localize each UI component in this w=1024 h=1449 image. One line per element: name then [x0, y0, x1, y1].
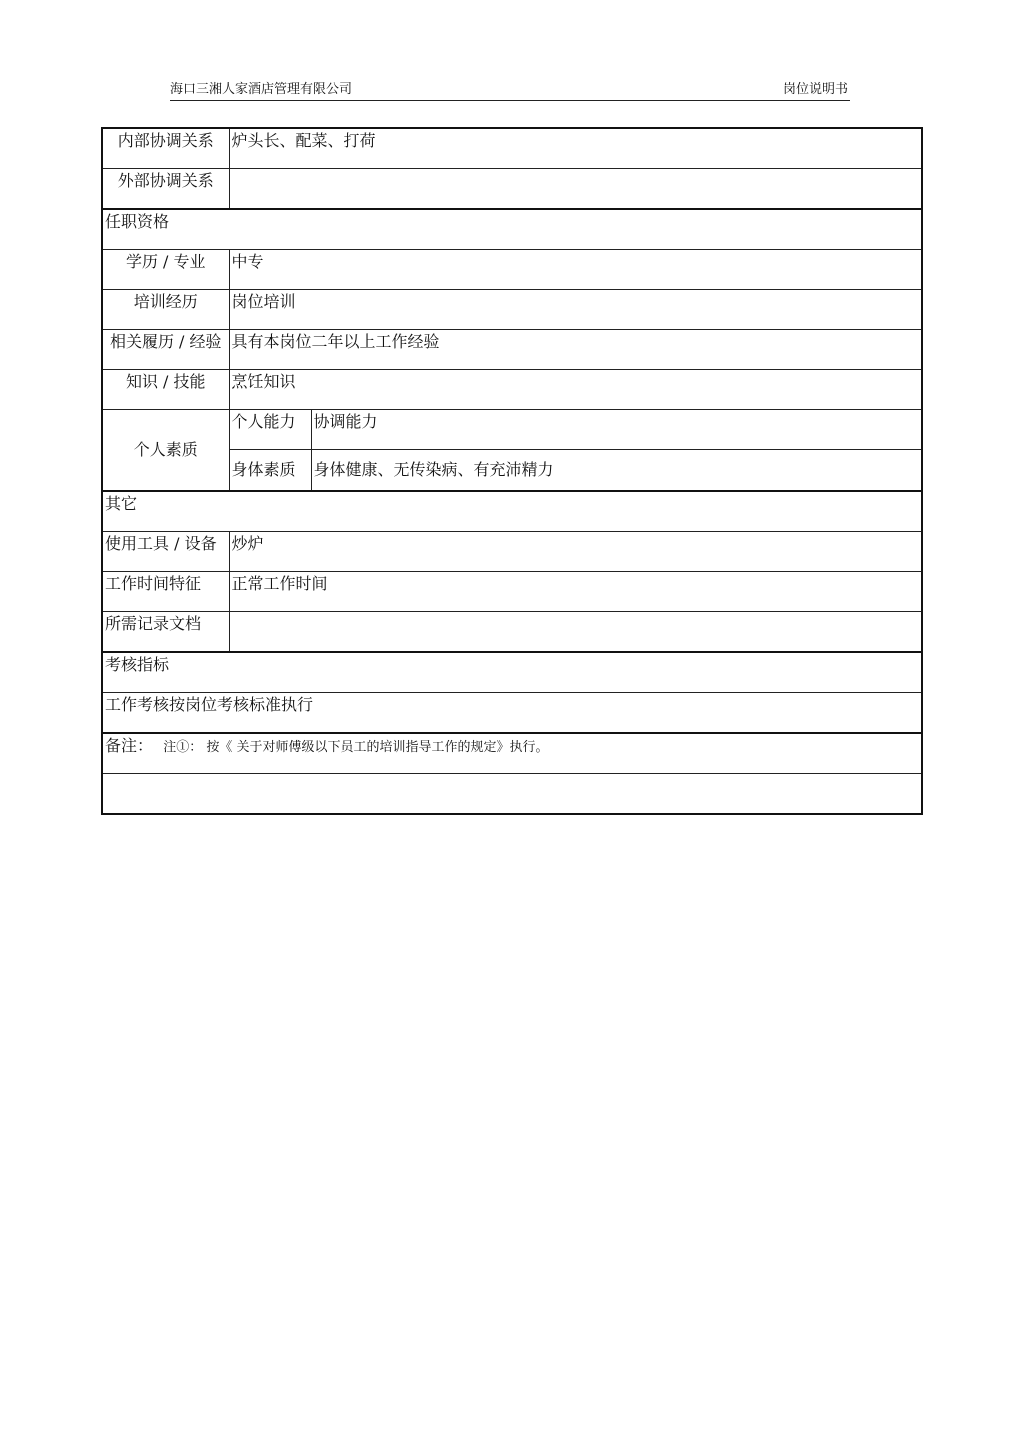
tools-row	[102, 532, 922, 572]
assessment-section-title: 考核指标	[102, 652, 922, 693]
ability-value: 协调能力	[311, 410, 922, 450]
empty-row	[102, 774, 922, 815]
education-label: 学历 / 专业	[102, 250, 229, 290]
experience-row	[102, 330, 922, 370]
company-name: 海口三湘人家酒店管理有限公司	[170, 82, 353, 97]
experience-value: 具有本岗位二年以上工作经验	[229, 330, 922, 370]
tools-value: 炒炉	[229, 532, 922, 572]
education-value: 中专	[229, 250, 922, 290]
qualifications-section-row	[102, 209, 922, 250]
external-coordination-row	[102, 169, 922, 210]
external-coordination-label: 外部协调关系	[102, 169, 229, 210]
internal-coordination-row	[102, 128, 922, 169]
records-label: 所需记录文档	[102, 612, 229, 653]
hours-row	[102, 572, 922, 612]
physical-value: 身体健康、无传染病、有充沛精力	[311, 450, 922, 492]
records-row	[102, 612, 922, 653]
training-row	[102, 290, 922, 330]
page-header	[170, 80, 850, 101]
personal-quality-label: 个人素质	[102, 410, 229, 492]
assessment-section-row	[102, 652, 922, 693]
notes-row	[102, 733, 922, 774]
internal-coordination-value: 炉头长、配菜、打荷	[229, 128, 922, 169]
other-section-row	[102, 491, 922, 532]
notes-label: 备注：	[105, 736, 154, 755]
notes-cell	[102, 733, 922, 774]
physical-label: 身体素质	[229, 450, 311, 492]
job-description-table	[101, 127, 923, 815]
internal-coordination-label: 内部协调关系	[102, 128, 229, 169]
experience-label: 相关履历 / 经验	[102, 330, 229, 370]
empty-cell	[102, 774, 922, 815]
assessment-text: 工作考核按岗位考核标准执行	[102, 693, 922, 734]
ability-label: 个人能力	[229, 410, 311, 450]
skills-row	[102, 370, 922, 410]
education-row	[102, 250, 922, 290]
hours-value: 正常工作时间	[229, 572, 922, 612]
assessment-text-row	[102, 693, 922, 734]
qualifications-section-title: 任职资格	[102, 209, 922, 250]
hours-label: 工作时间特征	[102, 572, 229, 612]
training-value: 岗位培训	[229, 290, 922, 330]
notes-text: 注①： 按《 关于对师傅级以下员工的培训指导工作的规定》执行。	[163, 740, 549, 755]
document-type: 岗位说明书	[782, 82, 848, 97]
external-coordination-value	[229, 169, 922, 210]
tools-label: 使用工具 / 设备	[102, 532, 229, 572]
skills-value: 烹饪知识	[229, 370, 922, 410]
ability-row	[102, 410, 922, 450]
skills-label: 知识 / 技能	[102, 370, 229, 410]
records-value	[229, 612, 922, 653]
other-section-title: 其它	[102, 491, 922, 532]
training-label: 培训经历	[102, 290, 229, 330]
